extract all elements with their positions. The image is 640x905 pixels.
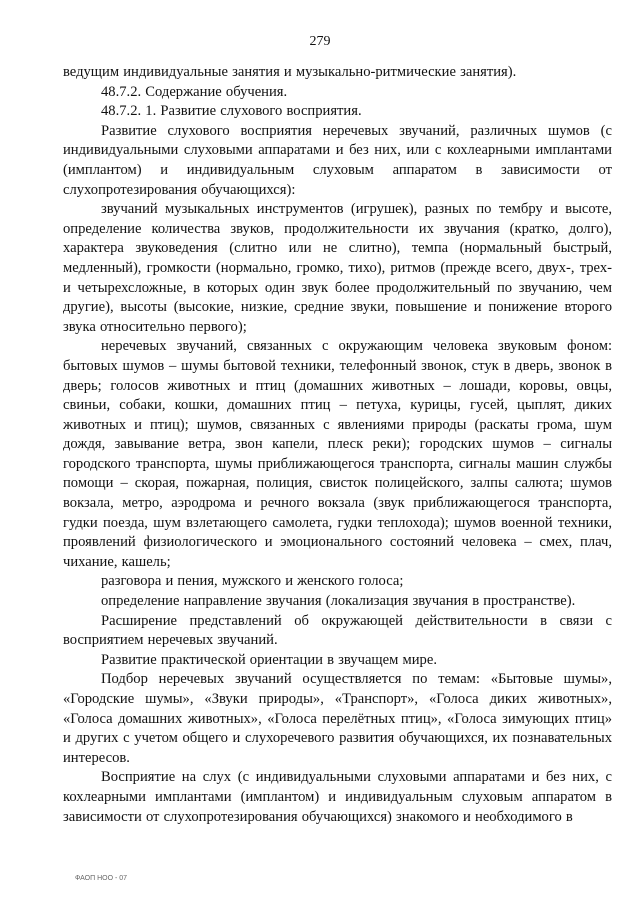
page-number: 279 (309, 34, 331, 49)
paragraph-5: звучаний музыкальных инструментов (игрушек), разных по тембру и высоте, определение количества звуков, продолжительности их звучания (кратко, долго), характера звуковедения (слитно или не слитно), темпа (нормальный быстрый, медленный), громкости (нормально, громко, тихо), ритмов (прежде всего, двух-, трех- и четырехсложные, в которых один звук более продолжительный по звучанию, чем другие), высоты (высокие, низкие, средние звуки, повышение и понижение второго звука относительно первого); (63, 201, 612, 335)
section-heading-content: 48.7.2. Содержание обучения. (101, 83, 288, 100)
paragraph-7: разговора и пения, мужского и женского голоса; (101, 573, 404, 590)
subsection-heading-hearing: 48.7.2. 1. Развитие слухового восприятия. (101, 103, 362, 120)
paragraph-12: Восприятие на слух (с индивидуальными слуховыми аппаратами и без них, с кохлеарными имплантами (имплантом) и индивидуальным слуховым аппаратом в зависимости от слухопротезирования обучающихся) знакомого и необходимого в (63, 769, 612, 825)
footer-mark: ФАОП НОО - 07 (75, 875, 128, 882)
paragraph-10: Развитие практической ориентации в звучащем мире. (101, 651, 437, 668)
paragraph-4: Развитие слухового восприятия неречевых звучаний, различных шумов (с индивидуальными слуховыми аппаратами и без них, или с кохлеарными имплантами (имплантом) и индивидуальным слуховым аппаратом в зависимости от слухопротезирования обучающихся): (63, 122, 612, 198)
paragraph-1: ведущим индивидуальные занятия и музыкально-ритмические занятия). (63, 64, 517, 80)
paragraph-11: Подбор неречевых звучаний осуществляется по темам: «Бытовые шумы», «Городские шумы», «Звуки природы», «Транспорт», «Голоса диких животных», «Голоса домашних животных», «Голоса перелётных птиц», «Голоса зимующих птиц» и других с учетом общего и слухоречевого развития обучающихся, их познавательных интересов. (63, 671, 612, 766)
paragraph-9: Расширение представлений об окружающей действительности в связи с восприятием неречевых звучаний. (63, 612, 612, 649)
paragraph-8: определение направление звучания (локализация звучания в пространстве). (101, 593, 576, 610)
document-body (63, 63, 612, 827)
paragraph-6: неречевых звучаний, связанных с окружающим человека звуковым фоном: бытовых шумов – шумы бытовой техники, телефонный звонок, стук в дверь, звонок в дверь; голосов животных и птиц (домашних животных – лошади, коровы, овцы, свиньи, собаки, кошки, домашних птиц – петуха, курицы, гусей, цыплят, диких животных и птиц); шумов, связанных с явлениями природы (раскаты грома, шум дождя, завывание ветра, звон капели, плеск реки); городских шумов – сигналы городского транспорта, шумы приближающегося транспорта, сигналы машин службы помощи – скорая, пожарная, полиция, свисток полицейского, залпы салюта; шумов вокзала, метро, аэродрома и речного вокзала (звук приближающегося транспорта, гудки поезда, шум взлетающего самолета, гудки теплохода); шумов военной техники, проявлений физиологического и эмоционального состояний человека – смех, плач, чихание, кашель; (63, 338, 612, 570)
